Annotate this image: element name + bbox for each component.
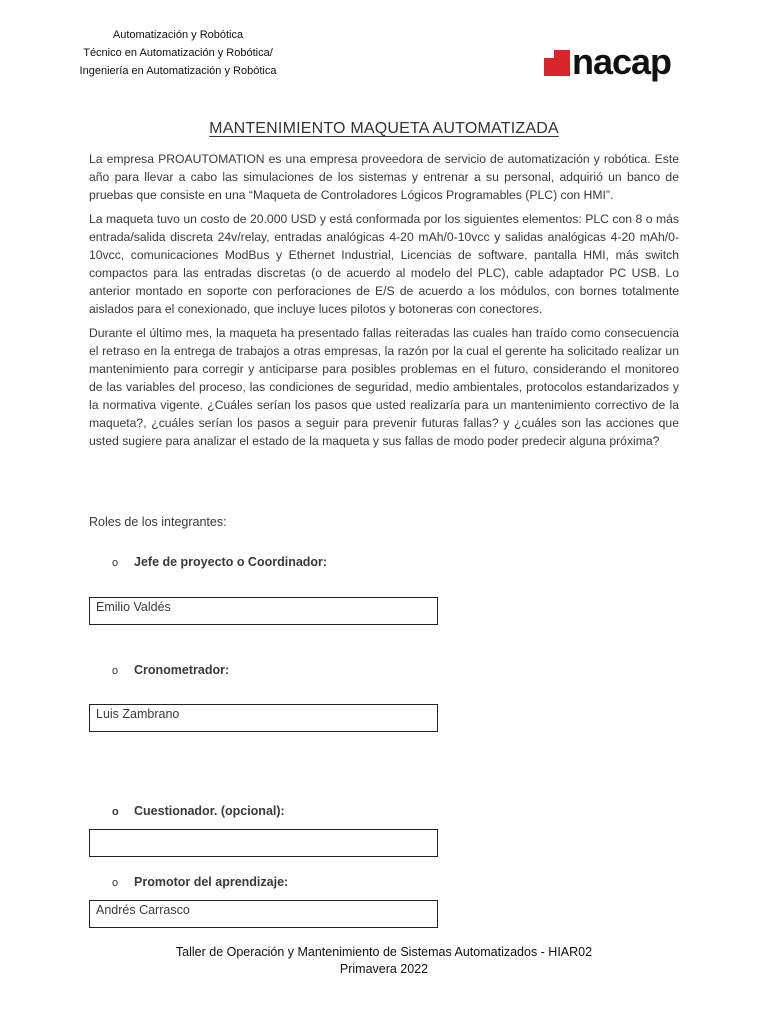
header-line-2: Técnico en Automatización y Robótica/ <box>83 47 273 59</box>
bullet-icon: o <box>112 877 119 889</box>
roles-heading: Roles de los integrantes: <box>89 515 227 529</box>
role-value-timekeeper: Luis Zambrano <box>96 707 180 721</box>
paragraph-3: Durante el último mes, la maqueta ha presentado fallas reiteradas las cuales han traído como consecuencia el retraso en la entrega de trabajos a otras empresas, la razón por la cual el gerente ha solicitado realizar un mantenimiento para corregir y anticiparse para posibles problemas en el futuro, considerando el monitoreo de las variables del proceso, las condiciones de seguridad, medio ambientales, protocolos estandarizados y la normativa vigente. ¿Cuáles serían los pasos que usted realizaría para un mantenimiento correctivo de la maqueta?, ¿cuáles serían los pasos a seguir para prevenir futuras fallas? y ¿cuáles son las acciones que usted sugiere para analizar el estado de la maqueta y sus fallas de modo poder predecir alguna próxima? <box>89 326 679 448</box>
bullet-icon: o <box>112 557 119 569</box>
bullet-icon: o <box>112 806 119 818</box>
role-value-coordinator: Emilio Valdés <box>96 600 171 614</box>
page-footer <box>0 944 768 978</box>
inacap-logo-mark-icon <box>544 50 570 76</box>
paragraph-2: La maqueta tuvo un costo de 20.000 USD y está conformada por los siguientes elementos: PLC con 8 o más entrada/salida discreta 24v/relay, entradas analógicas 4-20 mAh/0-10vcc y salidas analógicas 4-20 mAh/0-10vcc, comunicaciones ModBus y Ethernet Industrial, Licencias de software, pantalla HMI, más switch compactos para las entradas discretas (o de acuerdo al modelo del PLC), cable adaptador PC USB. Lo anterior montado en soporte con perforaciones de E/S de acuerdo a los módulos, con bornes totalmente aislados para el conexionado, que incluye luces pilotos y botoneras con conectores. <box>89 212 679 316</box>
document-body <box>89 150 679 456</box>
footer-term: Primavera 2022 <box>339 962 429 976</box>
role-field-coordinator[interactable] <box>89 597 438 625</box>
header-line-1: Automatización y Robótica <box>112 29 244 41</box>
logo-text: nacap <box>572 41 672 82</box>
role-label-coordinator: o Jefe de proyecto o Coordinador: <box>112 555 328 569</box>
footer-course: Taller de Operación y Mantenimiento de Sistemas Automatizados - HIAR02 <box>175 945 593 959</box>
document-title: MANTENIMIENTO MAQUETA AUTOMATIZADA <box>209 120 559 137</box>
header-line-3: Ingeniería en Automatización y Robótica <box>79 65 277 77</box>
role-label-questioner: o Cuestionador. (opcional): <box>112 804 285 818</box>
institution-header <box>60 26 296 80</box>
role-field-questioner[interactable] <box>89 829 438 857</box>
role-label-timekeeper: o Cronometrador: <box>112 663 230 677</box>
role-field-promoter[interactable] <box>89 900 438 928</box>
role-value-promoter: Andrés Carrasco <box>96 903 190 917</box>
paragraph-1: La empresa PROAUTOMATION es una empresa proveedora de servicio de automatización y robótica. Este año para llevar a cabo las simulaciones de los sistemas y entrenar a su personal, adquirió un banco de pruebas que consiste en una “Maqueta de Controladores Lógicos Programables (PLC) con HMI”. <box>89 152 679 202</box>
role-field-timekeeper[interactable] <box>89 704 438 732</box>
role-label-promoter: o Promotor del aprendizaje: <box>112 875 289 889</box>
bullet-icon: o <box>112 665 119 677</box>
inacap-logo <box>544 41 684 88</box>
